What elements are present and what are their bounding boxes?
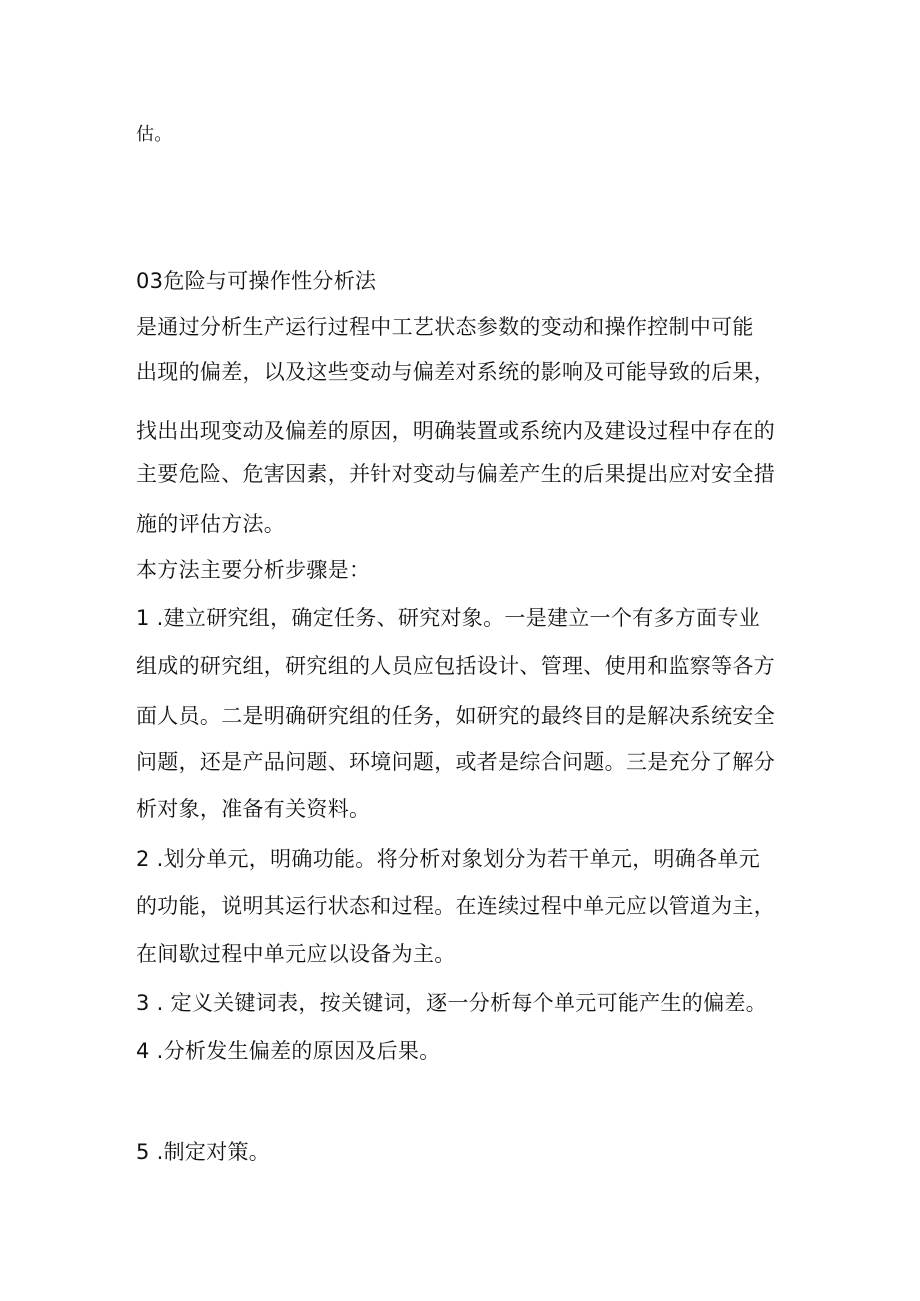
paragraph-line: 是通过分析生产运行过程中工艺状态参数的变动和操作控制中可能 [136,315,754,339]
text-line-fragment: 估。 [136,124,173,145]
paragraph-line: 找出出现变动及偏差的原因，明确装置或系统内及建设过程中存在的 [136,419,775,443]
step-item-continued: 问题，还是产品问题、环境问题，或者是综合问题。三是充分了解分 [136,750,775,774]
step-item: 3 . 定义关键词表，按关键词，逐一分析每个单元可能产生的偏差。 [136,991,767,1015]
paragraph-line: 主要危险、危害因素，并针对变动与偏差产生的后果提出应对安全措 [136,462,775,486]
step-item: 1 .建立研究组，确定任务、研究对象。一是建立一个有多方面专业 [136,606,761,630]
step-item-continued: 的功能，说明其运行状态和过程。在连续过程中单元应以管道为主， [136,894,775,918]
paragraph-line: 施的评估方法。 [136,512,286,536]
step-item-continued: 析对象，准备有关资料。 [136,797,371,821]
section-heading: 03危险与可操作性分析法 [136,269,377,293]
step-item: 4 .分析发生偏差的原因及后果。 [136,1039,441,1063]
step-item-continued: 面人员。二是明确研究组的任务，如研究的最终目的是解决系统安全 [136,704,775,728]
steps-intro: 本方法主要分析步骤是： [136,558,371,582]
paragraph-line: 出现的偏差，以及这些变动与偏差对系统的影响及可能导致的后果， [136,360,775,384]
step-item: 2 .划分单元，明确功能。将分析对象划分为若干单元，明确各单元 [136,847,761,871]
step-item-continued: 在间歇过程中单元应以设备为主。 [136,942,456,966]
step-item-continued: 组成的研究组，研究组的人员应包括设计、管理、使用和监察等各方 [136,654,775,678]
step-item: 5 .制定对策。 [136,1140,271,1164]
